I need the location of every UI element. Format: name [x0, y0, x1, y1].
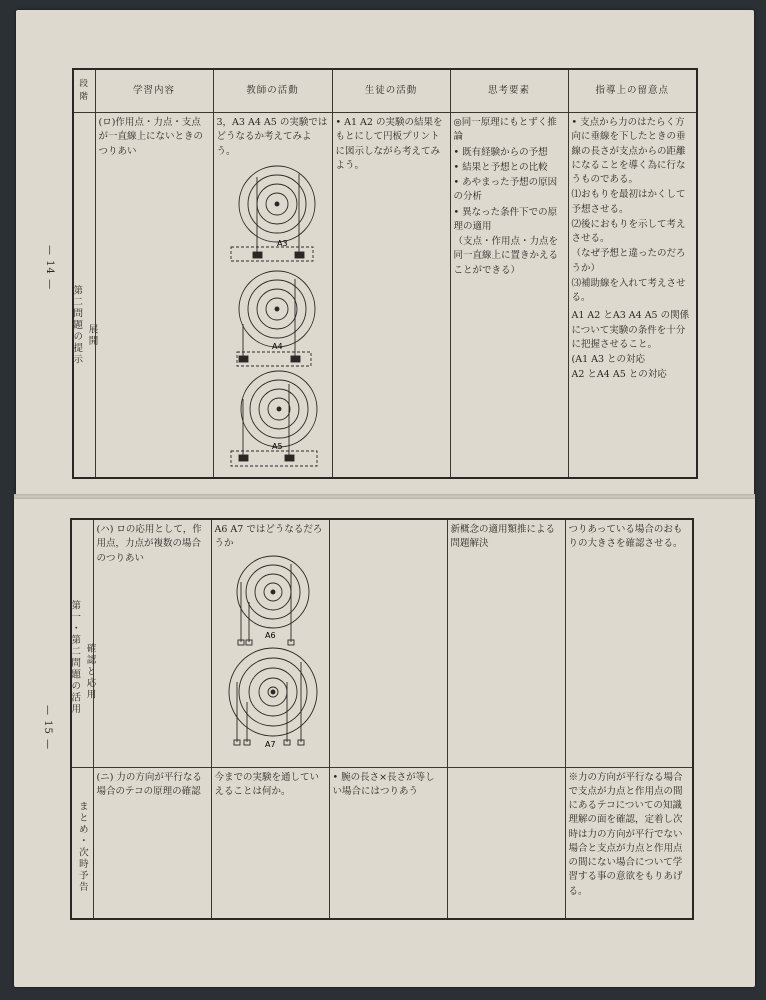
teacher-cell: 今までの実験を通していえることは何か。: [211, 767, 329, 919]
header-stage: 段階: [73, 69, 95, 113]
guidance-cell: つりあっている場合のおもりの大きさを確認させる。: [565, 519, 693, 767]
diagram-label: A6: [264, 630, 276, 640]
list-item: • あやまった予想の原因の分析: [453, 177, 558, 203]
header-teacher: 教師の活動: [213, 69, 332, 113]
stage-label: まとめ・次時予告: [76, 800, 88, 893]
header-student: 生徒の活動: [332, 69, 450, 113]
list-item: ⑵後におもりを示して考えさせる。: [571, 218, 686, 244]
list-item: • 支点から力のはたらく方向に垂線を下したときの垂線の長さが支点からの距離になることを導く為に行なうものである。: [571, 117, 686, 185]
list-item: A2 とA4 A5 との対応: [571, 369, 667, 381]
stage-cell: [69, 519, 96, 767]
list-item: （なぜ予想と違ったのだろうか）: [571, 248, 686, 274]
lever-disc-diagrams: [215, 552, 327, 752]
student-cell: [329, 519, 447, 767]
diagram-label: A3: [276, 238, 288, 248]
page-number-top: — 14 —: [44, 245, 55, 291]
header-thinking: 思考要素: [450, 69, 568, 113]
stage-label-b: 第二問題の提示: [71, 284, 83, 366]
page-fold: [14, 494, 755, 499]
guidance-cell: ※力の方向が平行なる場合で支点が力点と作用点の間にあるテコについての知識理解の面を確認，定着し次時は力の方向が平行でない場合と支点が力点と作用点の間にない場合について学習する事の意欲をもりあげる。: [565, 767, 693, 919]
stage-label-b: 第一・第二問題の活用: [69, 599, 81, 715]
header-content: 学習内容: [95, 69, 213, 113]
diagram-label: A4: [271, 341, 283, 351]
diagram-label: A7: [264, 739, 276, 749]
teacher-text: A6 A7 ではどうなるだろうか: [214, 524, 323, 550]
list-item: ⑴おもりを最初はかくして予想させる。: [571, 189, 686, 215]
list-item: （支点・作用点・力点を同一直線上に置きかえることができる）: [453, 236, 559, 276]
thinking-cell: [447, 767, 565, 919]
table-row: [73, 113, 697, 479]
student-cell: • A1 A2 の実験の結果をもとにして円板プリントに図示しながら考えてみよう。: [332, 113, 450, 479]
list-item: • 結果と予想との比較: [453, 161, 548, 173]
stage-cell: [71, 113, 98, 479]
thinking-cell: 新概念の適用類推による問題解決: [447, 519, 565, 767]
table-row: [71, 767, 693, 919]
table-header-row: [73, 69, 697, 113]
content-cell: (ロ)作用点・力点・支点が一直線上にないときのつりあい: [95, 113, 213, 479]
content-cell: (ハ) ロの応用として，作用点，力点が複数の場合のつりあい: [93, 519, 211, 767]
teacher-cell: [211, 519, 329, 767]
list-item: A1 A2 とA3 A4 A5 の関係について実験の条件を十分に把握させること。: [571, 310, 690, 350]
lesson-table-top: [72, 68, 698, 479]
teacher-text: 3，A3 A4 A5 の実験ではどうなるか考えてみよう。: [216, 117, 328, 157]
stage-label-a: 展開: [86, 323, 98, 347]
teacher-cell: [213, 113, 332, 479]
header-guidance: 指導上の留意点: [568, 69, 697, 113]
student-cell: • 腕の長さ×長さが等しい場合にはつりあう: [329, 767, 447, 919]
stage-label-a: 確認と応用: [84, 642, 96, 700]
stage-cell: [71, 767, 93, 919]
list-item: • 既有経験からの予想: [453, 146, 548, 158]
guidance-cell: [568, 113, 697, 479]
thinking-cell: [450, 113, 568, 479]
diagram-label: A5: [271, 441, 283, 451]
list-item: (A1 A3 との対応: [571, 354, 646, 365]
page-number-bottom: — 15 —: [42, 705, 53, 751]
content-cell: (ニ) 力の方向が平行なる場合のテコの原理の確認: [93, 767, 211, 919]
lesson-table-bottom: [70, 518, 694, 920]
lever-disc-diagrams: [217, 159, 329, 469]
list-item: • 異なった条件下での原理の適用: [453, 206, 558, 232]
list-item: ◎同一原理にもとずく推論: [453, 117, 557, 143]
table-row: [71, 519, 693, 767]
list-item: ⑶補助線を入れて考えさせる。: [571, 277, 686, 303]
